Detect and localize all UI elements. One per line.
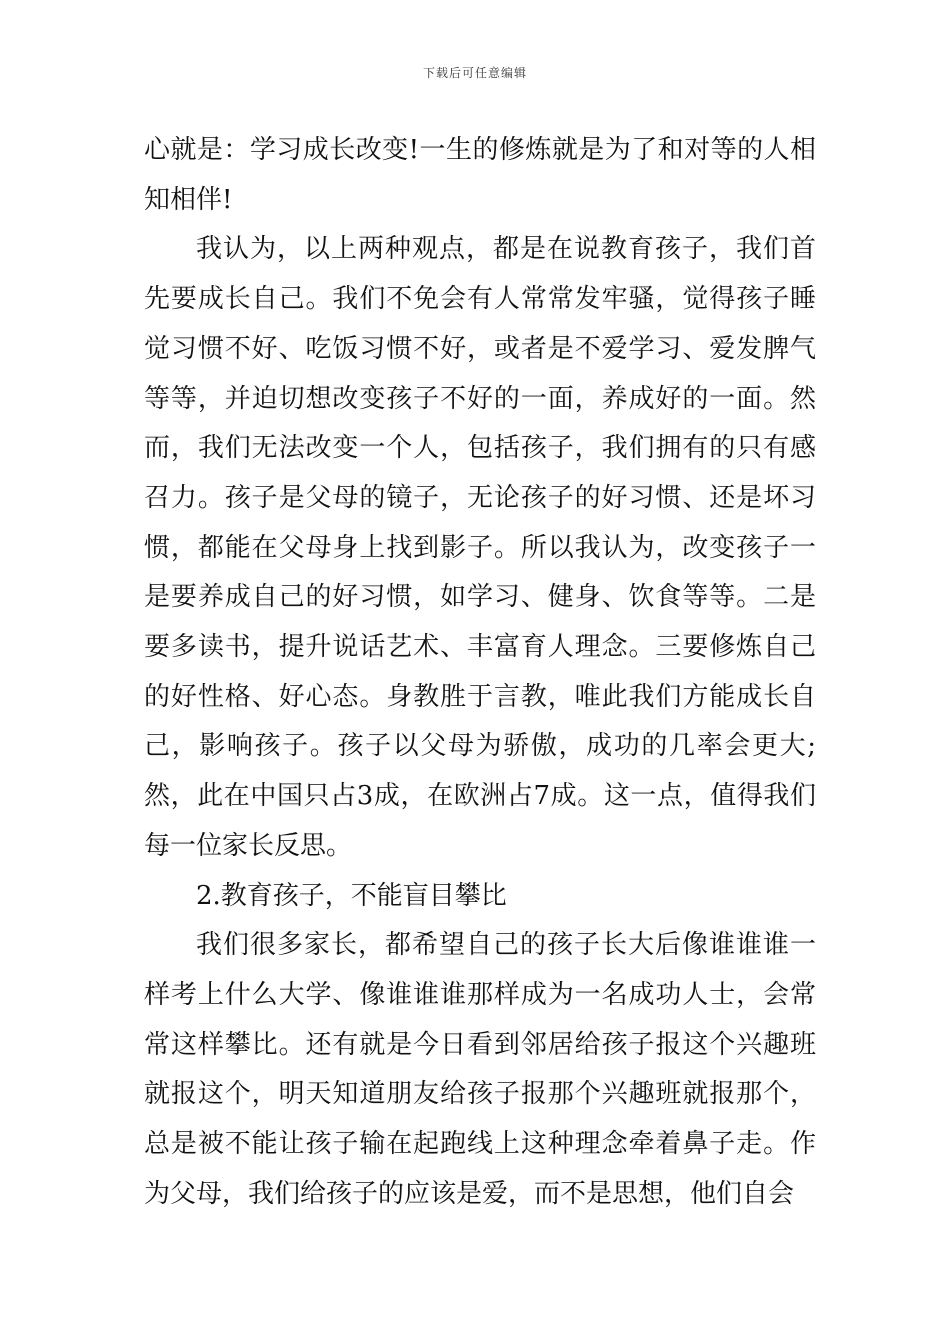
page-header: 下载后可任意编辑 [422,66,527,80]
document-body [144,126,816,1219]
paragraph-comparison: 我们很多家长，都希望自己的孩子长大后像谁谁谁一样考上什么大学、像谁谁谁那样成为一名成功人士，会常常这样攀比。还有就是今日看到邻居给孩子报这个兴趣班就报这个，明天知道朋友给孩子报那个兴趣班就报那个，总是被不能让孩子输在起跑线上这种理念牵着鼻子走。作为父母，我们给孩子的应该是爱，而不是思想，他们自会 [144,930,816,1209]
paragraph-continuation: 心就是：学习成长改变!一生的修炼就是为了和对等的人相知相伴! [144,135,816,215]
paragraph-opinion: 我认为，以上两种观点，都是在说教育孩子，我们首先要成长自己。我们不免会有人常常发牢骚，觉得孩子睡觉习惯不好、吃饭习惯不好，或者是不爱学习、爱发脾气等等，并迫切想改变孩子不好的一面，养成好的一面。然而，我们无法改变一个人，包括孩子，我们拥有的只有感召力。孩子是父母的镜子，无论孩子的好习惯、还是坏习惯，都能在父母身上找到影子。所以我认为，改变孩子一是要养成自己的好习惯，如学习、健身、饮食等等。二是要多读书，提升说话艺术、丰富育人理念。三要修炼自己的好性格、好心态。身教胜于言教，唯此我们方能成长自己，影响孩子。孩子以父母为骄傲，成功的几率会更大;然，此在中国只占3成，在欧洲占7成。这一点，值得我们每一位家长反思。 [144,234,816,861]
section-heading: 2.教育孩子，不能盲目攀比 [196,880,507,911]
